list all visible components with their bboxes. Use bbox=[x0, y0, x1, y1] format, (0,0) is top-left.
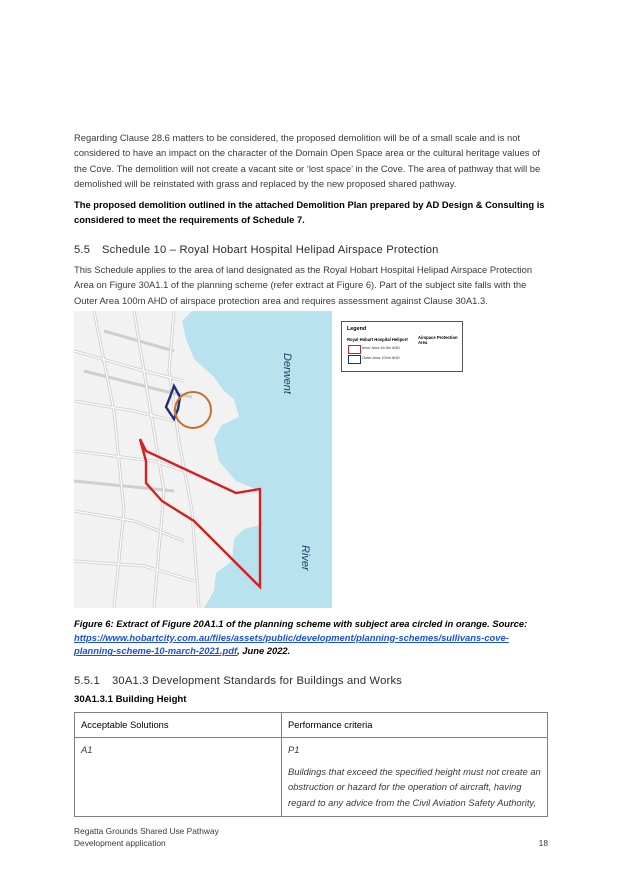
header-acceptable-solutions: Acceptable Solutions bbox=[75, 713, 282, 738]
cell-acceptable-a1 bbox=[75, 738, 282, 817]
source-link[interactable]: https://www.hobartcity.com.au/files/assets/public/development/planning-schemes/sullivans-cove-planning-scheme-10-march-2021.pdf bbox=[74, 631, 509, 657]
subsection-heading bbox=[74, 675, 402, 687]
table-header-row bbox=[75, 713, 548, 738]
map-label-derwent: Derwent bbox=[281, 353, 293, 394]
section-title: Schedule 10 – Royal Hobart Hospital Helipad Airspace Protection bbox=[102, 244, 439, 256]
a1-code: A1 bbox=[81, 744, 93, 755]
table-row bbox=[75, 738, 548, 817]
header-performance-criteria: Performance criteria bbox=[282, 713, 548, 738]
p1-text: Buildings that exceed the specified height must not create an obstruction or hazard for the operation of aircraft, having regard to any advice from the Civil Aviation Safety Authority, bbox=[288, 766, 541, 808]
footer-project: Regatta Grounds Shared Use Pathway bbox=[74, 826, 219, 836]
legend-swatch-inner bbox=[348, 345, 361, 354]
subsection-number: 5.5.1 bbox=[74, 675, 100, 687]
legend-subtitle-right: Airspace Protection Area bbox=[418, 335, 458, 345]
section-heading bbox=[74, 244, 439, 256]
legend-item-inner: Inner Area 64.5m AHD bbox=[362, 346, 400, 350]
paragraph-demolition-conclusion: The proposed demolition outlined in the attached Demolition Plan prepared by AD Design & Consulting is considered to meet the requirements of Schedule 7. bbox=[74, 199, 545, 226]
map-label-river: River bbox=[299, 545, 311, 571]
legend-item-outer: Outer Area 100m AHD bbox=[362, 356, 400, 360]
cell-performance-p1 bbox=[282, 738, 548, 817]
caption-text: Figure 6: Extract of Figure 20A1.1 of the planning scheme with subject area circled in orange. Source: bbox=[74, 618, 528, 629]
page-footer bbox=[74, 826, 219, 849]
standards-table bbox=[74, 712, 548, 817]
subsection-title: 30A1.3 Development Standards for Buildings and Works bbox=[112, 675, 403, 687]
page-number: 18 bbox=[538, 838, 548, 848]
footer-document: Development application bbox=[74, 837, 166, 848]
paragraph-schedule-10: This Schedule applies to the area of land designated as the Royal Hobart Hospital Helipad Airspace Protection Area on Figure 30A1.1 of the planning scheme (refer extract at Figure 6). Part of the subject site falls with the Outer Area 100m AHD of airspace protection area and requires assessment against Clause 30A1.3. bbox=[74, 264, 533, 306]
legend-title: Legend bbox=[347, 326, 367, 332]
airspace-map bbox=[74, 311, 332, 608]
figure-caption bbox=[74, 617, 548, 658]
caption-suffix: , June 2022. bbox=[237, 645, 291, 657]
paragraph-demolition-matters: Regarding Clause 28.6 matters to be considered, the proposed demolition will be of a small scale and is not considered to have an impact on the character of the Domain Open Space area or the cultural heritage values of the Cove. The demolition will not create a vacant site or ‘lost space’ in the Cove. The area of pathway that will be demolished will be reinstated with grass and replaced by the new proposed shared pathway. bbox=[74, 132, 541, 190]
p1-code: P1 bbox=[288, 744, 300, 755]
building-height-heading: 30A1.3.1 Building Height bbox=[74, 694, 187, 705]
map-legend bbox=[341, 321, 463, 372]
legend-swatch-outer bbox=[348, 355, 361, 364]
legend-subtitle: Royal Hobart Hospital Heliport bbox=[347, 337, 408, 342]
section-number: 5.5 bbox=[74, 244, 91, 256]
